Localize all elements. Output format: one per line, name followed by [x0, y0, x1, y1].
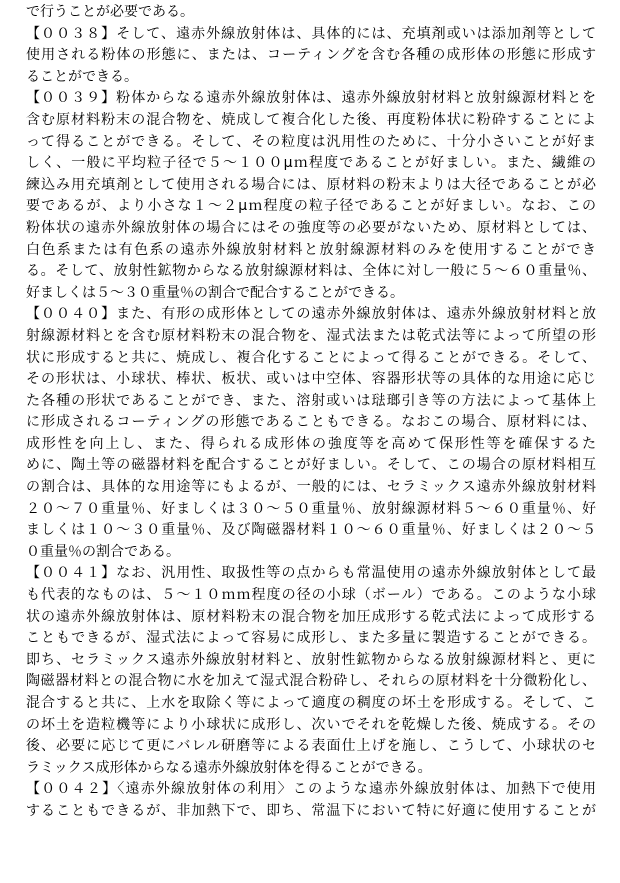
text-line: 使用される粉体の形態に、または、コーティングを含む各種の成形体の形態に形成す [26, 47, 596, 64]
text-line: ２０～７０重量％、好ましくは３０～５０重量％、放射線源材料５～６０重量％、好 [26, 500, 596, 517]
text-line: の割合は、具体的な用途等にもよるが、一般的には、セラミックス遠赤外線放射材料 [26, 479, 596, 496]
text-line: めに、陶土等の磁器材料を配合することが好ましい。そして、この場合の原材料相互 [26, 457, 596, 474]
text-line: る。そして、放射性鉱物からなる放射線源材料は、全体に対し一般に５～６０重量％、 [26, 263, 596, 280]
text-line: 後、必要に応じて更にバレル研磨等による表面仕上げを施し、こうして、小球状のセ [26, 738, 596, 755]
text-line: 成形性を向上し、また、得られる成形体の強度等を高めて保形性等を確保するた [26, 435, 596, 452]
text-line: 即ち、セラミックス遠赤外線放射材料と、放射性鉱物からなる放射線源材料と、更に [26, 651, 596, 668]
text-line: の坏土を造粒機等により小球状に成形し、次いでそれを乾燥した後、焼成する。その [26, 716, 596, 733]
text-line: することもできるが、非加熱下で、即ち、常温下において特に好適に使用することが [26, 802, 596, 819]
text-line: 陶磁器材料との混合物に水を加えて湿式混合粉砕し、それらの原材料を十分微粉化し、 [26, 673, 596, 690]
text-line: 混合すると共に、上水を取除く等によって適度の稠度の坏土を形成する。そして、こ [26, 695, 596, 711]
text-line: 【００４０】また、有形の成形体としての遠赤外線放射体は、遠赤外線放射材料と放 [26, 306, 596, 323]
text-line: 含む原材料粉末の混合物を、焼成して複合化した後、再度粉体状に粉砕することによ [26, 111, 596, 128]
text-line: ラミックス成形体からなる遠赤外線放射体を得ることができる。 [26, 759, 432, 776]
text-line: た各種の形状であることができ、また、溶射或いは琺瑯引き等の方法によって基体上 [26, 392, 596, 409]
text-line: 粉体状の遠赤外線放射体の場合にはその強度等の必要がないため、原材料としては、 [26, 219, 596, 236]
text-line: こともできるが、湿式法によって容易に成形し、また多量に製造することができる。 [26, 630, 596, 647]
text-line: ましくは１０～３０重量％、及び陶磁器材料１０～６０重量％、好ましくは２０～５ [26, 522, 596, 539]
text-line: 要であるが、より小さな１～２μｍ程度の粒子径であることが好ましい。なお、この [26, 198, 596, 215]
text-line: 状に形成すると共に、焼成し、複合化することによって得ることができる。そして、 [26, 349, 596, 366]
text-line: 練込み用充填剤として使用される場合には、原材料の粉末よりは大径であることが必 [26, 176, 596, 193]
text-line: 状の遠赤外線放射体は、原材料粉末の混合物を加圧成形する乾式法によって成形する [26, 608, 596, 625]
text-line: 【００４１】なお、汎用性、取扱性等の点からも常温使用の遠赤外線放射体として最 [26, 565, 596, 582]
text-line: ることができる。 [26, 68, 138, 85]
text-line: って得ることができる。そして、その粒度は汎用性のために、十分小さいことが好ま [26, 133, 596, 150]
text-line: 【００３９】粉体からなる遠赤外線放射体は、遠赤外線放射材料と放射線源材料とを [26, 90, 596, 107]
text-line: 射線源材料とを含む原材料粉末の混合物を、湿式法または乾式法等によって所望の形 [26, 327, 596, 344]
text-line: 白色系または有色系の遠赤外線放射材料と放射線源材料のみを使用することができ [26, 241, 596, 258]
text-line: その形状は、小球状、棒状、板状、或いは中空体、容器形状等の具体的な用途に応じ [26, 371, 596, 388]
text-line: しく、一般に平均粒子径で５～１００μｍ程度であることが好ましい。また、繊維の [26, 155, 596, 172]
text-line: 【００４２】〈遠赤外線放射体の利用〉このような遠赤外線放射体は、加熱下で使用 [26, 781, 596, 798]
text-line: で行うことが必要である。 [26, 4, 194, 20]
text-line: に形成されるコーティングの形態であることもできる。なおこの場合、原材料には、 [26, 414, 596, 431]
text-line: 好ましくは５～３０重量％の割合で配合することができる。 [26, 284, 404, 301]
text-line: 【００３８】そして、遠赤外線放射体は、具体的には、充填剤或いは添加剤等として [26, 25, 596, 42]
text-line: ０重量％の割合である。 [26, 543, 180, 560]
document-page [26, 2, 596, 823]
text-line: も代表的なものは、５～１０ｍｍ程度の径の小球（ボール）である。このような小球 [26, 587, 596, 604]
